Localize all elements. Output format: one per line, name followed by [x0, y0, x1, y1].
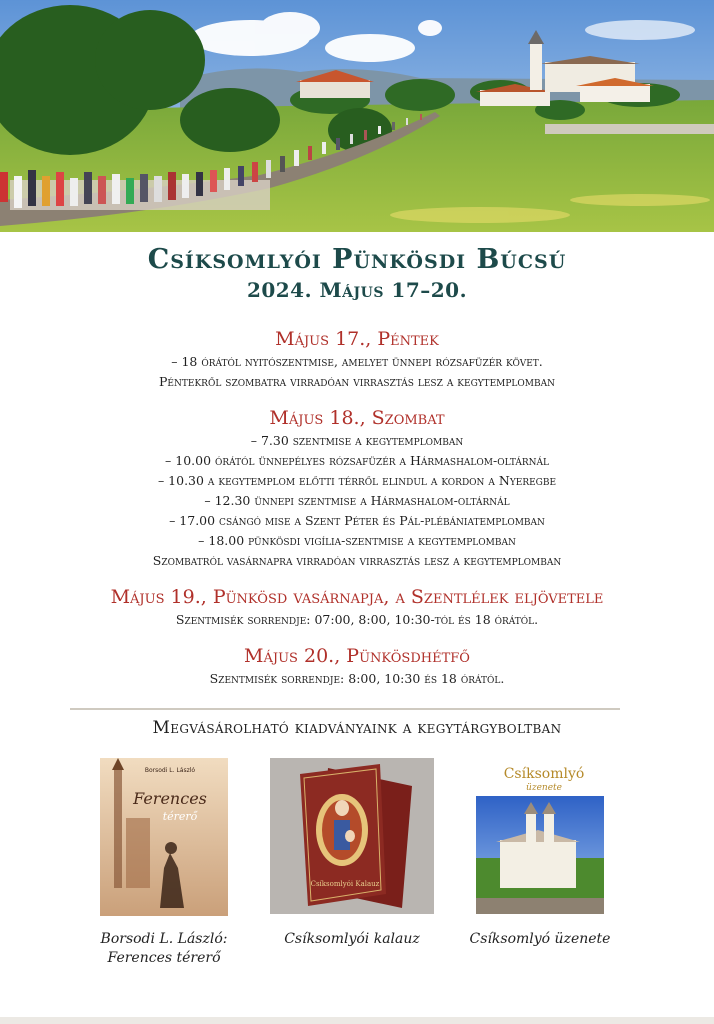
book-caption	[262, 930, 442, 949]
book-cover-subtitle: térerő	[162, 810, 198, 823]
book-caption-line: Ferences térerő	[107, 950, 221, 966]
schedule-line: – 10.00 órától ünnepélyes rózsafüzér a Hármashalom-oltárnál	[165, 453, 549, 468]
schedule-line: Péntekről szombatra virradóan virrasztás lesz a kegytemplomban	[159, 374, 555, 389]
book-cover-subtitle: üzenete	[526, 783, 562, 793]
divider	[70, 708, 620, 710]
schedule-line: – 17.00 csángó mise a Szent Péter és Pál-plébániatemplomban	[169, 513, 545, 528]
book-cover-art	[100, 758, 228, 916]
book-caption	[460, 930, 620, 949]
book-cover-ferences-terero[interactable]	[100, 758, 228, 916]
pilgrimage-landscape-illustration	[0, 0, 714, 232]
schedule-line: Szentmisék sorrendje: 8:00, 10:30 és 18 órától.	[209, 671, 505, 686]
page-footer-strip	[0, 1017, 714, 1024]
book-cover-author: Borsodi L. László	[144, 767, 196, 774]
schedule-line: – 7.30 szentmise a kegytemplomban	[250, 433, 464, 448]
event-title: Csíksomlyói Pünkösdi Búcsú	[147, 244, 567, 275]
hero-photo	[0, 0, 714, 232]
schedule-line: – 18.00 pünkösdi vigília-szentmise a kegytemplomban	[198, 533, 516, 548]
schedule-line: Szentmisék sorrendje: 07:00, 8:00, 10:30-tól és 18 órától.	[175, 612, 539, 627]
book-caption-line: Borsodi L. László:	[100, 931, 228, 947]
book-cover-title: Csíksomlyó	[503, 766, 585, 782]
schedule-line: – 18 órától nyitószentmise, amelyet ünnepi rózsafüzér követ.	[171, 354, 543, 369]
publications-heading: Megvásárolható kiadványaink a kegytárgyboltban	[152, 718, 562, 738]
book-cover-csiksomlyoi-kalauz[interactable]	[270, 758, 434, 914]
book-caption-line: Csíksomlyói kalauz	[284, 931, 420, 947]
book-cover-art	[270, 758, 434, 914]
day-heading-monday: Május 20., Pünkösdhétfő	[244, 645, 470, 667]
schedule-line: – 10.30 a kegytemplom előtti térről elindul a kordon a Nyeregbe	[157, 473, 557, 488]
book-cover-title: Csíksomlyói Kalauz	[310, 880, 380, 888]
book-caption	[80, 930, 248, 968]
book-cover-art	[476, 758, 604, 914]
day-heading-sunday: Május 19., Pünkösd vasárnapja, a Szentlélek eljövetele	[110, 586, 604, 608]
book-cover-title: Ferences	[133, 789, 207, 808]
book-cover-csiksomlyo-uzenete[interactable]	[476, 758, 604, 914]
event-dates: 2024. Május 17–20.	[246, 278, 468, 302]
book-caption-line: Csíksomlyó üzenete	[469, 931, 611, 947]
day-heading-saturday: Május 18., Szombat	[269, 407, 445, 429]
day-heading-friday: Május 17., Péntek	[275, 328, 439, 350]
schedule-line: Szombatról vasárnapra virradóan virrasztás lesz a kegytemplomban	[152, 553, 562, 568]
schedule-line: – 12.30 ünnepi szentmise a Hármashalom-oltárnál	[204, 493, 510, 508]
